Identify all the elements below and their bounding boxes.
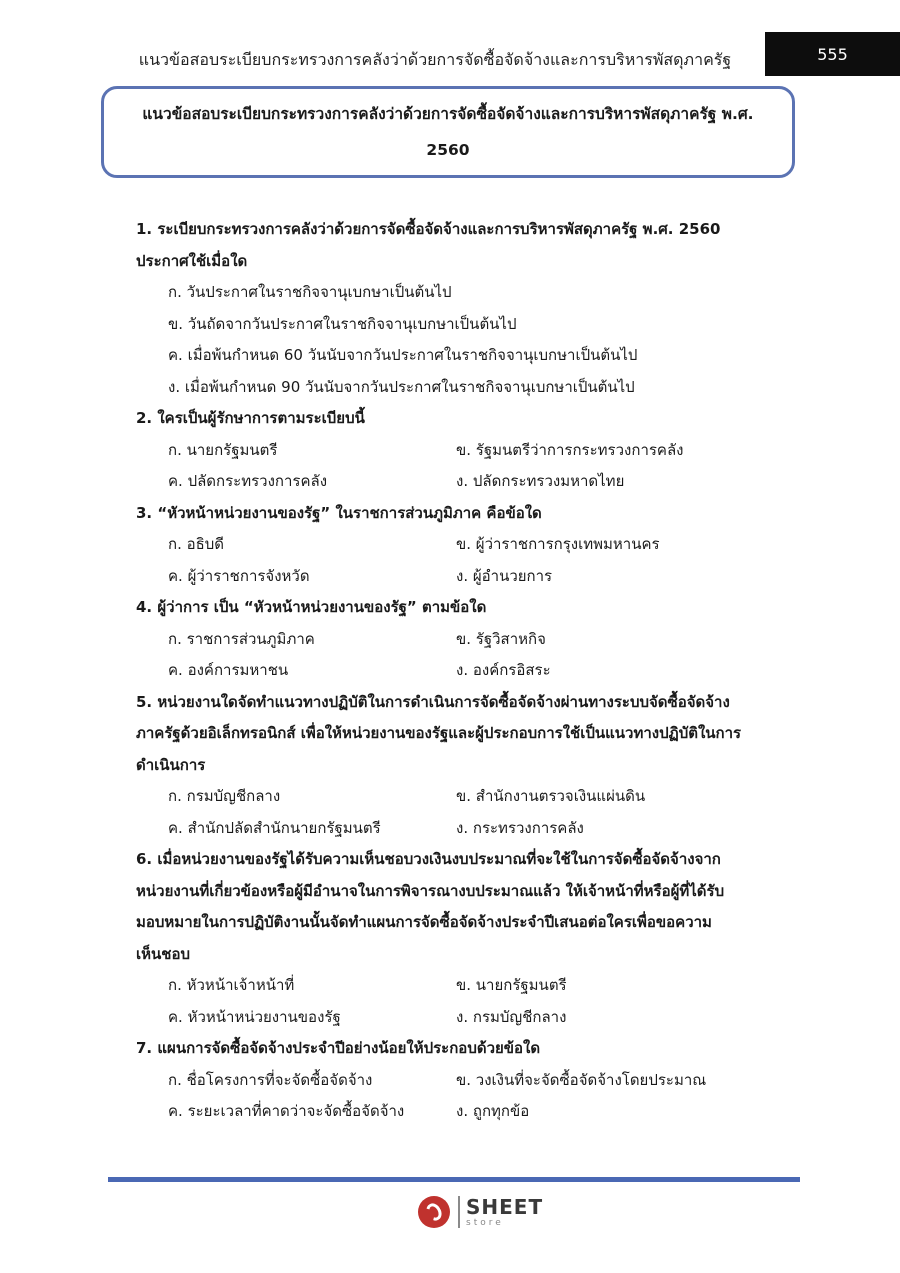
page-number: 555 (765, 32, 900, 76)
option-row (136, 529, 776, 561)
option-row (136, 435, 776, 467)
logo-separator (458, 1196, 460, 1228)
question-text: 5. หน่วยงานใดจัดทำแนวทางปฏิบัติในการดำเนินการจัดซื้อจัดจ้างผ่านทางระบบจัดซื้อจัดจ้าง (136, 692, 730, 711)
option-a: ก. ชื่อโครงการที่จะจัดซื้อจัดจ้าง (168, 1070, 373, 1089)
question-text: 7. แผนการจัดซื้อจัดจ้างประจำปีอย่างน้อยให้ประกอบด้วยข้อใด (136, 1039, 541, 1057)
question-text: 6. เมื่อหน่วยงานของรัฐได้รับความเห็นชอบวงเงินงบประมาณที่จะใช้ในการจัดซื้อจัดจ้างจาก (136, 850, 721, 868)
option-row (136, 655, 776, 687)
option-d: ง. กระทรวงการคลัง (456, 818, 584, 837)
question-text: ภาครัฐด้วยอิเล็กทรอนิกส์ เพื่อให้หน่วยงานของรัฐและผู้ประกอบการใช้เป็นแนวทางปฏิบัติในการ (136, 724, 742, 742)
logo-main-text: SHEET (466, 1194, 544, 1219)
option-row (136, 1002, 776, 1034)
option-b: ข. รัฐวิสาหกิจ (456, 629, 546, 648)
option-row (136, 561, 776, 593)
option-row (136, 970, 776, 1002)
footer-divider (108, 1177, 800, 1182)
option-d: ง. ปลัดกระทรวงมหาดไทย (456, 472, 625, 490)
option-d: ง. ผู้อำนวยการ (456, 566, 553, 585)
option-c: ค. ปลัดกระทรวงการคลัง (168, 472, 328, 490)
option-c: ค. องค์การมหาชน (168, 661, 289, 679)
question-3 (136, 498, 776, 593)
question-text: 4. ผู้ว่าการ เป็น “หัวหน้าหน่วยงานของรัฐ” ตามข้อใด (136, 598, 487, 616)
question-7 (136, 1033, 776, 1128)
question-text: ประกาศใช้เมื่อใด (136, 251, 248, 270)
option-a: ก. หัวหน้าเจ้าหน้าที่ (168, 976, 295, 994)
option-a: ก. วันประกาศในราชกิจจานุเบกษาเป็นต้นไป (168, 283, 452, 301)
option-d: ง. กรมบัญชีกลาง (456, 1007, 567, 1026)
title-line-1: แนวข้อสอบระเบียบกระทรวงการคลังว่าด้วยการจัดซื้อจัดจ้างและการบริหารพัสดุภาครัฐ พ.ศ. (142, 105, 754, 123)
running-header: แนวข้อสอบระเบียบกระทรวงการคลังว่าด้วยการจัดซื้อจัดจ้างและการบริหารพัสดุภาครัฐ (138, 50, 732, 69)
option-a: ก. กรมบัญชีกลาง (168, 787, 281, 805)
option-a: ก. ราชการส่วนภูมิภาค (168, 629, 315, 648)
sheet-store-s-icon (418, 1196, 450, 1228)
option-c: ค. ระยะเวลาที่คาดว่าจะจัดซื้อจัดจ้าง (168, 1102, 405, 1120)
question-6 (136, 844, 776, 1033)
question-text: 1. ระเบียบกระทรวงการคลังว่าด้วยการจัดซื้อจัดจ้างและการบริหารพัสดุภาครัฐ พ.ศ. 2560 (136, 220, 721, 238)
question-text: เห็นชอบ (136, 944, 190, 963)
option-row (136, 466, 776, 498)
question-text: 3. “หัวหน้าหน่วยงานของรัฐ” ในราชการส่วนภูมิภาค คือข้อใด (136, 503, 542, 522)
question-text: 2. ใครเป็นผู้รักษาการตามระเบียบนี้ (136, 409, 365, 427)
option-d: ง. ถูกทุกข้อ (456, 1102, 530, 1120)
option-a: ก. นายกรัฐมนตรี (168, 440, 278, 459)
question-5 (136, 687, 776, 845)
sheet-store-logo (418, 1194, 543, 1230)
document-title-box (101, 86, 795, 178)
option-b: ข. นายกรัฐมนตรี (456, 976, 567, 994)
option-b: ข. วงเงินที่จะจัดซื้อจัดจ้างโดยประมาณ (456, 1070, 707, 1089)
title-line-2: 2560 (426, 141, 470, 159)
option-row (136, 813, 776, 845)
option-c: ค. หัวหน้าหน่วยงานของรัฐ (168, 1007, 341, 1026)
option-d: ง. องค์กรอิสระ (456, 661, 551, 679)
question-text: ดำเนินการ (136, 755, 206, 774)
option-b: ข. ผู้ว่าราชการกรุงเทพมหานคร (456, 535, 660, 553)
logo-text (466, 1194, 544, 1228)
option-c: ค. ผู้ว่าราชการจังหวัด (168, 566, 310, 585)
question-list (136, 214, 776, 1128)
question-text: มอบหมายในการปฏิบัติงานนั้นจัดทำแผนการจัดซื้อจัดจ้างประจำปีเสนอต่อใครเพื่อขอความ (136, 913, 712, 931)
question-4 (136, 592, 776, 687)
question-2 (136, 403, 776, 498)
option-d: ง. เมื่อพ้นกำหนด 90 วันนับจากวันประกาศในราชกิจจานุเบกษาเป็นต้นไป (168, 377, 635, 396)
option-b: ข. วันถัดจากวันประกาศในราชกิจจานุเบกษาเป็นต้นไป (168, 314, 517, 333)
option-c: ค. สำนักปลัดสำนักนายกรัฐมนตรี (168, 818, 381, 837)
option-row (136, 624, 776, 656)
option-b: ข. สำนักงานตรวจเงินแผ่นดิน (456, 787, 646, 805)
question-text: หน่วยงานที่เกี่ยวข้องหรือผู้มีอำนาจในการพิจารณางบประมาณแล้ว ให้เจ้าหน้าที่หรือผู้ที่ได้รับ (136, 881, 725, 900)
option-row (136, 781, 776, 813)
question-1 (136, 214, 776, 403)
option-row (136, 1065, 776, 1097)
option-a: ก. อธิบดี (168, 535, 225, 553)
option-row (136, 1096, 776, 1128)
logo-sub-text: store (466, 1217, 504, 1228)
option-b: ข. รัฐมนตรีว่าการกระทรวงการคลัง (456, 440, 684, 459)
option-c: ค. เมื่อพ้นกำหนด 60 วันนับจากวันประกาศในราชกิจจานุเบกษาเป็นต้นไป (168, 346, 638, 364)
